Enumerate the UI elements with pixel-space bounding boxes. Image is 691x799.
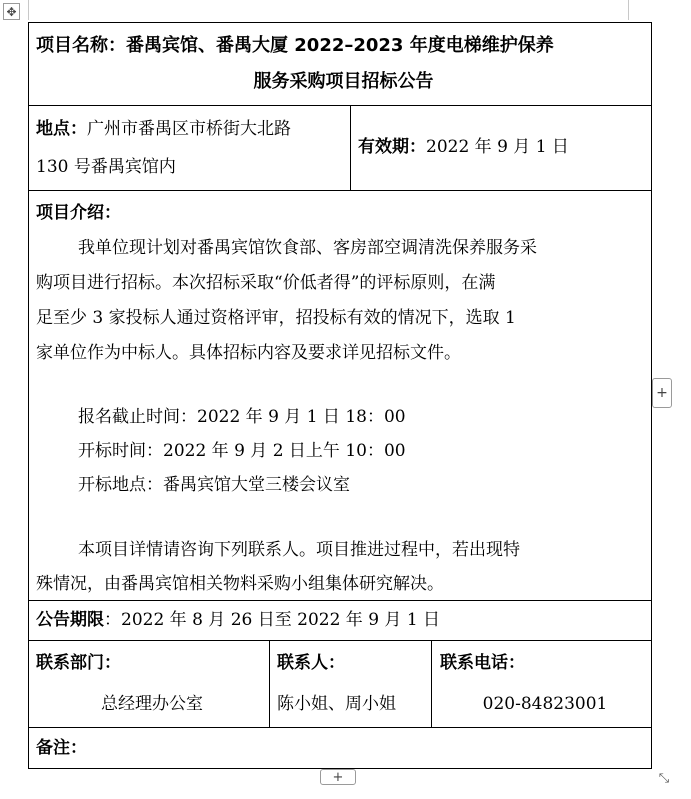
notice-period-cell	[36, 601, 650, 640]
add-column-button[interactable]: +	[652, 378, 672, 408]
intro-paragraph-line: 足至少 3 家投标人通过资格评审，招投标有效的情况下，选取 1	[36, 308, 516, 328]
contact-dept-cell	[36, 641, 268, 727]
col-divider	[350, 105, 351, 191]
intro-paragraph-line: 购项目进行招标。本次招标采取“价低者得”的评标原则，在满	[36, 273, 496, 293]
contact-phone-value: 020-84823001	[482, 694, 608, 714]
col-divider	[431, 640, 432, 728]
contact-person-cell	[277, 641, 430, 727]
crop-mark-top-left	[28, 0, 29, 20]
location-line1: 广州市番禺区市桥街大北路	[87, 119, 291, 139]
validity-label: 有效期：	[358, 137, 426, 157]
registration-deadline: 报名截止时间：2022 年 9 月 1 日 18：00	[78, 407, 406, 427]
remarks-label: 备注：	[36, 738, 87, 758]
remarks-cell	[36, 728, 650, 768]
project-intro-cell	[36, 191, 650, 600]
notice-period-value: ：2022 年 8 月 26 日至 2022 年 9 月 1 日	[104, 610, 441, 630]
table-move-handle-icon[interactable]: ✥	[3, 3, 20, 20]
contact-person-value: 陈小姐、周小姐	[277, 694, 396, 714]
validity-value: 2022 年 9 月 1 日	[426, 137, 569, 157]
table-border-left	[28, 22, 29, 769]
project-title-line1: 番禺宾馆、番禺大厦 2022–2023 年度电梯维护保养	[126, 35, 554, 56]
project-title-label: 项目名称	[36, 35, 108, 56]
location-line2: 130 号番禺宾馆内	[36, 157, 176, 177]
location-label: 地点：	[36, 119, 87, 139]
contact-note-line: 本项目详情请咨询下列联系人。项目推进过程中，若出现特	[78, 540, 520, 560]
table-resize-icon[interactable]: ⤡	[658, 770, 670, 786]
col-divider	[269, 640, 270, 728]
add-row-button[interactable]: +	[320, 769, 356, 785]
crop-mark-top-right	[628, 0, 629, 20]
table-border-top	[28, 22, 652, 23]
project-title-cell: 项目名称：番禺宾馆、番禺大厦 2022–2023 年度电梯维护保养 服务采购项目招标公告	[36, 27, 651, 103]
validity-cell	[358, 106, 650, 190]
location-cell	[36, 106, 348, 190]
contact-person-label: 联系人：	[277, 653, 345, 673]
contact-phone-label: 联系电话：	[440, 653, 525, 673]
contact-dept-value: 总经理办公室	[101, 694, 203, 714]
bid-opening-location: 开标地点：番禺宾馆大堂三楼会议室	[78, 475, 350, 495]
bid-opening-time: 开标时间：2022 年 9 月 2 日上午 10：00	[78, 441, 406, 461]
notice-period-label: 公告期限	[36, 610, 104, 630]
intro-paragraph-line: 家单位作为中标人。具体招标内容及要求详见招标文件。	[36, 343, 461, 363]
intro-paragraph-line: 我单位现计划对番禺宾馆饮食部、客房部空调清洗保养服务采	[78, 238, 537, 258]
contact-dept-label: 联系部门：	[36, 653, 121, 673]
project-title-line2: 服务采购项目招标公告	[253, 71, 434, 92]
contact-phone-cell	[440, 641, 650, 727]
contact-note-line: 殊情况，由番禺宾馆相关物料采购小组集体研究解决。	[36, 574, 444, 594]
intro-label: 项目介绍：	[36, 203, 121, 223]
